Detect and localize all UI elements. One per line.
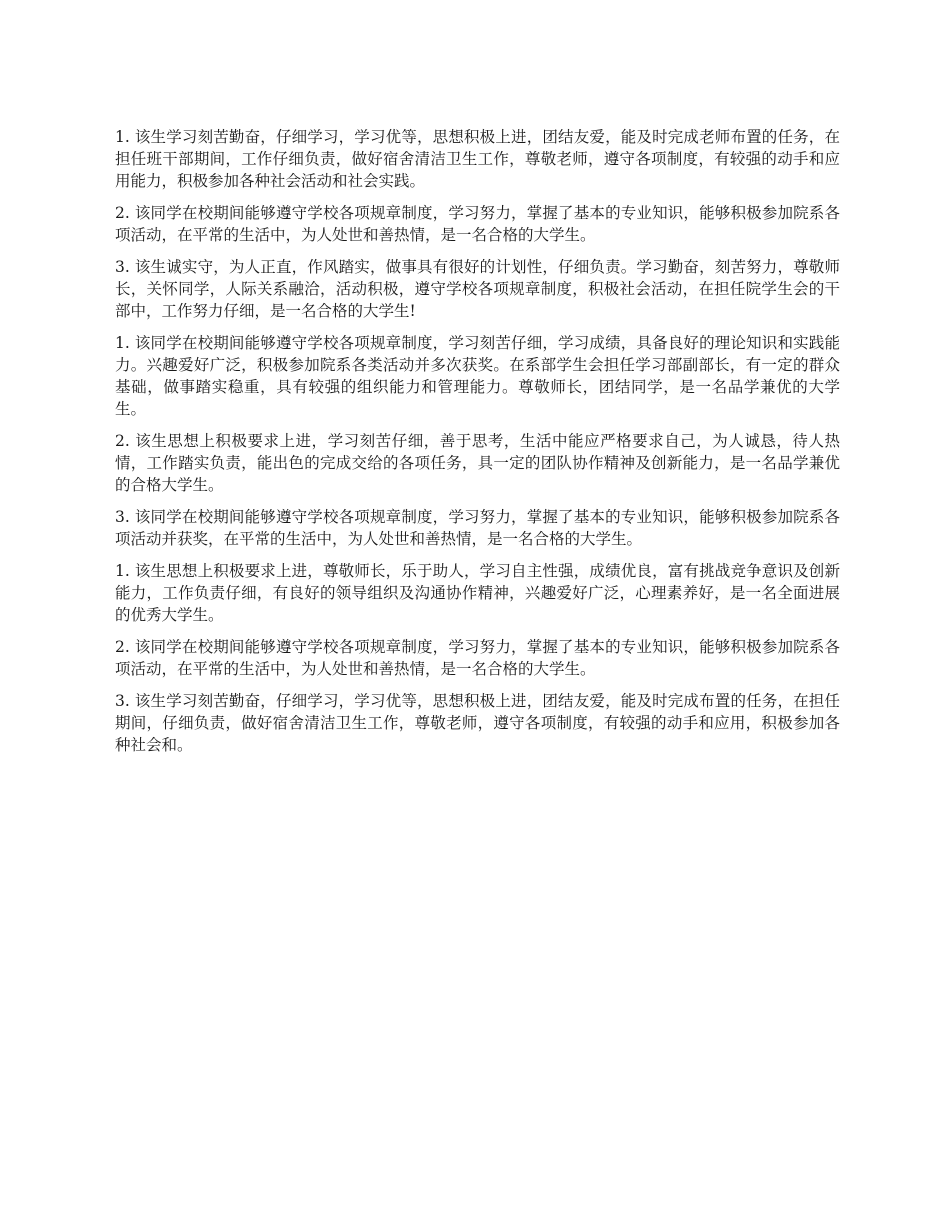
paragraph-7: 1. 该生思想上积极要求上进，尊敬师长，乐于助人，学习自主性强，成绩优良，富有挑战竞争意识及创新能力，工作负责仔细，有良好的领导组织及沟通协作精神，兴趣爱好广泛，心理素养好，是一名全面进展的优秀大学生。 (115, 562, 840, 624)
paragraph-5: 2. 该生思想上积极要求上进，学习刻苦仔细，善于思考，生活中能应严格要求自己，为人诚恳，待人热情，工作踏实负责，能出色的完成交给的各项任务，具一定的团队协作精神及创新能力，是一名品学兼优的合格大学生。 (115, 432, 840, 494)
paragraph-2: 2. 该同学在校期间能够遵守学校各项规章制度，学习努力，掌握了基本的专业知识，能够积极参加院系各项活动，在平常的生活中，为人处世和善热情，是一名合格的大学生。 (115, 204, 840, 244)
paragraph-6: 3. 该同学在校期间能够遵守学校各项规章制度，学习努力，掌握了基本的专业知识，能够积极参加院系各项活动并获奖，在平常的生活中，为人处世和善热情，是一名合格的大学生。 (115, 508, 840, 548)
document-body (115, 126, 840, 766)
paragraph-1: 1. 该生学习刻苦勤奋，仔细学习，学习优等，思想积极上进，团结友爱，能及时完成老师布置的任务，在担任班干部期间，工作仔细负责，做好宿舍清洁卫生工作，尊敬老师，遵守各项制度，有较强的动手和应用能力，积极参加各种社会活动和社会实践。 (115, 128, 840, 190)
paragraph-9: 3. 该生学习刻苦勤奋，仔细学习，学习优等，思想积极上进，团结友爱，能及时完成布置的任务，在担任期间，仔细负责，做好宿舍清洁卫生工作，尊敬老师，遵守各项制度，有较强的动手和应用，积极参加各种社会和。 (115, 692, 840, 754)
paragraph-3: 3. 该生诚实守，为人正直，作风踏实，做事具有很好的计划性，仔细负责。学习勤奋，刻苦努力，尊敬师长，关怀同学，人际关系融洽，活动积极，遵守学校各项规章制度，积极社会活动，在担任院学生会的干部中，工作努力仔细，是一名合格的大学生! (115, 258, 840, 320)
paragraph-8: 2. 该同学在校期间能够遵守学校各项规章制度，学习努力，掌握了基本的专业知识，能够积极参加院系各项活动，在平常的生活中，为人处世和善热情，是一名合格的大学生。 (115, 638, 840, 678)
paragraph-4: 1. 该同学在校期间能够遵守学校各项规章制度，学习刻苦仔细，学习成绩，具备良好的理论知识和实践能力。兴趣爱好广泛，积极参加院系各类活动并多次获奖。在系部学生会担任学习部副部长，有一定的群众基础，做事踏实稳重，具有较强的组织能力和管理能力。尊敬师长，团结同学，是一名品学兼优的大学生。 (115, 334, 840, 418)
